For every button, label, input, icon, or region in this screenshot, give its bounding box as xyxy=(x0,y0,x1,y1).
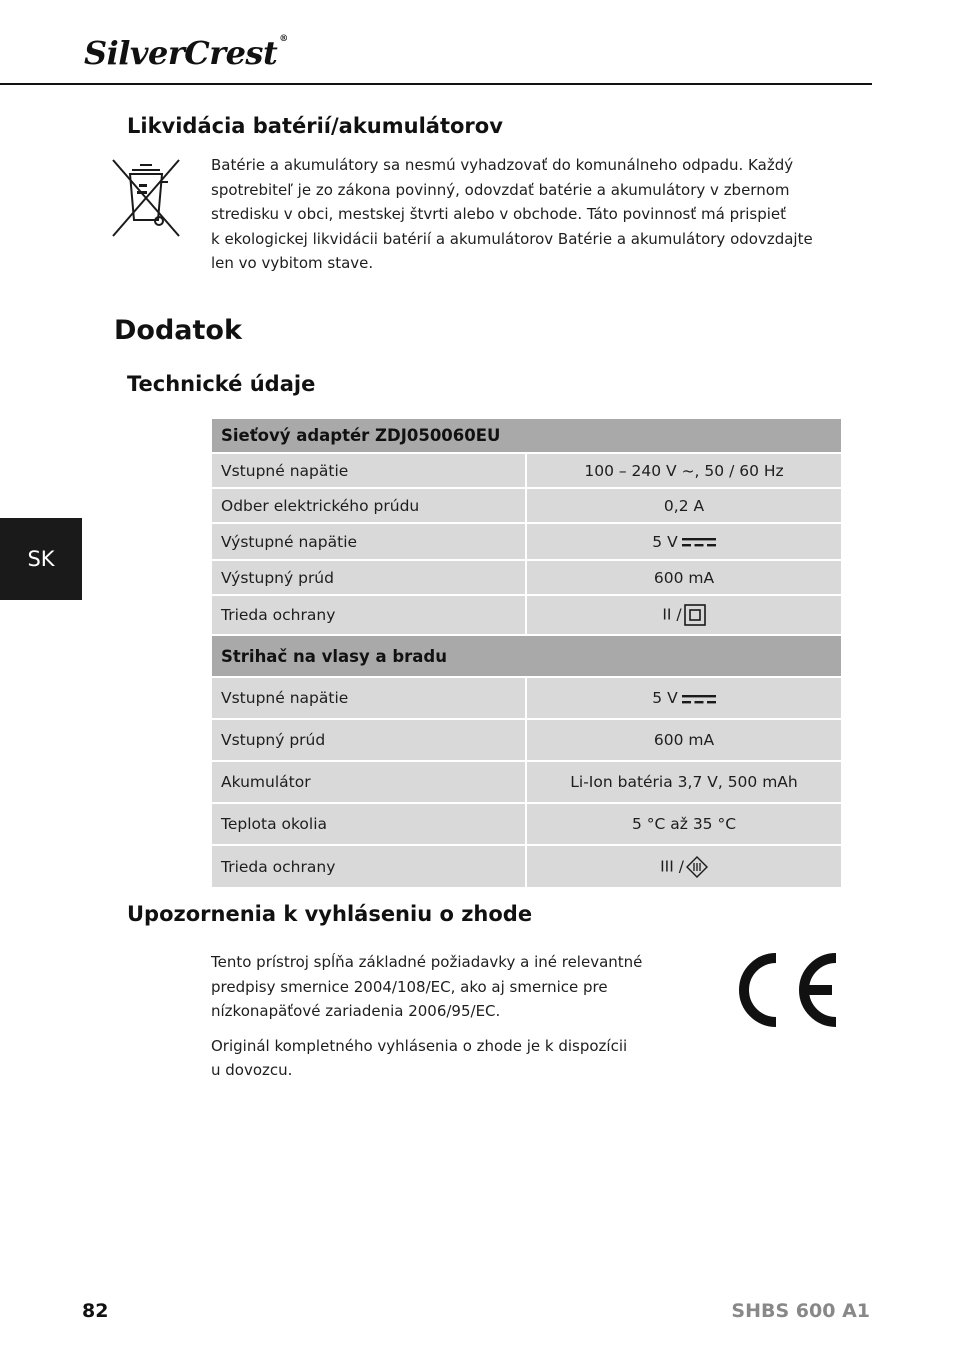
ce-mark-icon xyxy=(730,950,840,1030)
protection-class-ii-icon xyxy=(684,604,706,626)
battery-disposal-heading: Likvidácia batérií/akumulátorov xyxy=(127,114,503,138)
header-rule xyxy=(0,83,872,85)
text-line: nízkonapäťové zariadenia 2006/95/EC. xyxy=(211,1002,501,1020)
language-tab: SK xyxy=(0,518,82,600)
table-row xyxy=(211,803,842,845)
row-label: Vstupný prúd xyxy=(211,719,526,761)
table-row xyxy=(211,677,842,719)
row-value: II / xyxy=(662,605,682,624)
text-line: Tento prístroj spĺňa základné požiadavky a iné relevantné xyxy=(211,953,643,971)
conformity-text xyxy=(211,950,681,1083)
row-value: Li-Ion batéria 3,7 V, 500 mAh xyxy=(526,761,842,803)
row-label: Vstupné napätie xyxy=(211,677,526,719)
paragraph-gap xyxy=(211,1024,681,1034)
row-label: Odber elektrického prúdu xyxy=(211,488,526,523)
row-label: Trieda ochrany xyxy=(211,595,526,635)
technical-data-table xyxy=(210,417,843,889)
text-line: len vo vybitom stave. xyxy=(211,254,374,272)
text-line: spotrebiteľ je zo zákona povinný, odovzdať batérie a akumulátory v zbernom xyxy=(211,180,790,199)
row-value-cell xyxy=(526,677,842,719)
appendix-title: Dodatok xyxy=(114,315,242,346)
protection-class-iii-icon xyxy=(686,856,708,878)
adapter-title: Sieťový adaptér ZDJ050060EU xyxy=(211,418,842,453)
text-line: Originál kompletného vyhlásenia o zhode je k dispozícii xyxy=(211,1036,628,1055)
row-value: 600 mA xyxy=(526,560,842,595)
row-value: 5 V xyxy=(652,689,678,707)
table-row xyxy=(211,488,842,523)
table-row xyxy=(211,560,842,595)
registered-mark: ® xyxy=(279,34,288,44)
table-row xyxy=(211,719,842,761)
text-line: stredisku v obci, mestskej štvrti alebo v obchode. Táto povinnosť má prispieť xyxy=(211,205,787,223)
table-section-header xyxy=(211,635,842,677)
text-line: Batérie a akumulátory sa nesmú vyhadzovať do komunálneho odpadu. Každý xyxy=(211,156,794,174)
trimmer-title: Strihač na vlasy a bradu xyxy=(211,635,842,677)
row-value: III / xyxy=(660,857,684,875)
table-row xyxy=(211,595,842,635)
technical-data-heading: Technické údaje xyxy=(127,372,316,396)
table-row xyxy=(211,761,842,803)
crossed-out-wheelie-bin-icon xyxy=(110,158,182,238)
row-value-cell xyxy=(526,845,842,888)
battery-disposal-text xyxy=(211,153,851,276)
text-line: u dovozcu. xyxy=(211,1061,293,1079)
row-label: Trieda ochrany xyxy=(211,845,526,888)
dc-current-icon xyxy=(682,537,716,547)
brand-logo xyxy=(84,34,288,72)
row-value: 0,2 A xyxy=(526,488,842,523)
table-section-header xyxy=(211,418,842,453)
table-row xyxy=(211,453,842,488)
page-number: 82 xyxy=(82,1300,109,1322)
table-row xyxy=(211,845,842,888)
row-label: Vstupné napätie xyxy=(211,453,526,488)
row-value: 5 °C až 35 °C xyxy=(526,803,842,845)
row-value: 5 V xyxy=(652,532,678,551)
row-value-cell xyxy=(526,523,842,560)
conformity-heading: Upozornenia k vyhláseniu o zhode xyxy=(127,902,533,926)
model-name: SHBS 600 A1 xyxy=(731,1300,870,1322)
row-label: Akumulátor xyxy=(211,761,526,803)
brand-name: SilverCrest xyxy=(84,34,278,72)
dc-current-icon xyxy=(682,694,716,704)
row-label: Výstupný prúd xyxy=(211,560,526,595)
row-value: 600 mA xyxy=(526,719,842,761)
row-value-cell xyxy=(526,595,842,635)
text-line: predpisy smernice 2004/108/EC, ako aj smernice pre xyxy=(211,977,608,996)
table-row xyxy=(211,523,842,560)
row-label: Teplota okolia xyxy=(211,803,526,845)
row-value: 100 – 240 V ~, 50 / 60 Hz xyxy=(526,453,842,488)
row-label: Výstupné napätie xyxy=(211,523,526,560)
text-line: k ekologickej likvidácii batérií a akumulátorov Batérie a akumulátory odovzdajte xyxy=(211,229,813,248)
